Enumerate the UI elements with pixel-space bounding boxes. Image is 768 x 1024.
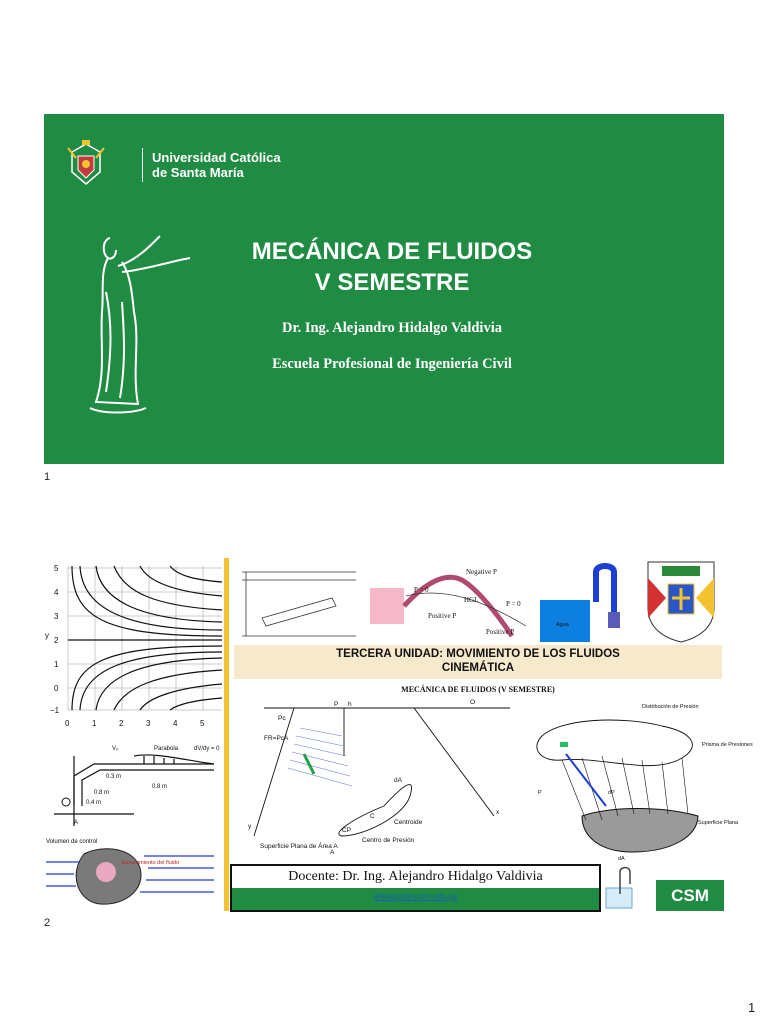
x-tick: 1 [92, 719, 97, 728]
prism-label: Superficie Plana [698, 820, 739, 826]
unit-title-line2: CINEMÁTICA [441, 662, 515, 674]
plate-label: Superficie Plana de Área A [260, 843, 338, 850]
school: Escuela Profesional de Ingeniería Civil [272, 356, 512, 372]
x-tick: 2 [119, 719, 124, 728]
prism-label: dA [618, 856, 625, 862]
docente-name: Docente: Dr. Ing. Alejandro Hidalgo Valdivia [232, 866, 599, 888]
unit-banner [234, 645, 722, 679]
streamline-plot [44, 558, 224, 734]
plate-label: Centroide [394, 819, 423, 826]
plate-label: Centro de Presión [362, 837, 415, 844]
pipe-label: dV/dy = 0 [194, 746, 220, 752]
university-name-line2: de Santa María [152, 165, 244, 180]
y-tick: 1 [54, 660, 59, 669]
slide-title [174, 236, 610, 298]
pressure-label: Negative P [466, 568, 497, 576]
water-tank-diagram [538, 562, 634, 642]
yellow-divider [224, 558, 229, 911]
title-line2: V SEMESTRE [314, 269, 470, 296]
pressure-label: Positive P [428, 612, 457, 620]
pipe-label: V₀ [112, 746, 119, 752]
pressure-label: HGL [464, 596, 479, 604]
docente-box [230, 864, 601, 912]
plate-label: h [348, 701, 352, 708]
x-tick: 0 [65, 719, 70, 728]
submerged-plate-diagram [234, 696, 516, 864]
plate-label: C [370, 813, 375, 820]
page-number-2: 2 [44, 917, 51, 929]
water-label: Agua [556, 622, 569, 628]
pressure-label: P = 0 [414, 586, 429, 594]
y-tick: 0 [54, 684, 59, 693]
coat-of-arms-icon [66, 138, 136, 190]
crest-icon [638, 558, 724, 644]
y-tick: 5 [54, 564, 59, 573]
pressure-prism-diagram [522, 696, 753, 864]
control-volume-diagram [44, 834, 224, 911]
y-tick: −1 [50, 706, 60, 715]
flow-label: Escurrimiento del fluido [122, 860, 180, 866]
plate-label: CP [342, 827, 352, 834]
title-slide [44, 114, 724, 464]
plate-label: A [330, 849, 335, 856]
csm-logo: CSM [656, 880, 724, 911]
pressure-label: P = 0 [506, 600, 521, 608]
university-name-line1: Universidad Católica [152, 150, 281, 165]
plate-label: Pc [278, 715, 286, 722]
pipe-label: 0.4 m [86, 800, 102, 806]
plate-label: FR=PcA [264, 735, 289, 742]
y-axis-label: y [45, 631, 49, 640]
pipe-label: Parabola [154, 746, 179, 752]
pipe-label: 0.8 m [94, 790, 110, 796]
pressure-label: Positive P [486, 628, 515, 636]
y-tick: 3 [54, 612, 59, 621]
plate-label: O [470, 699, 476, 706]
siphon-pressure-diagram [366, 562, 536, 642]
prism-label: P [538, 790, 542, 796]
title-line1: MECÁNICA DE FLUIDOS [251, 238, 533, 265]
pipe-label: A [74, 820, 79, 826]
pipe-energy-diagram [236, 562, 362, 642]
university-name [152, 150, 281, 180]
document-page-number: 1 [748, 1000, 756, 1015]
page-number-1: 1 [44, 471, 51, 483]
pipe-velocity-diagram [44, 736, 224, 834]
control-volume-label: Volumen de control [46, 839, 98, 845]
x-tick: 4 [173, 719, 178, 728]
x-tick: 3 [146, 719, 151, 728]
plate-label: dA [394, 777, 402, 784]
prism-label: Prisma de Presiones [702, 742, 753, 748]
plate-label: x [496, 809, 500, 816]
prism-label: dP [608, 790, 615, 796]
y-tick: 2 [54, 636, 59, 645]
course-subtitle: MECÁNICA DE FLUIDOS (V SEMESTRE) [401, 685, 555, 694]
x-tick: 5 [200, 719, 205, 728]
prism-label: Distribución de Presión [642, 704, 699, 710]
pipe-label: 0.3 m [106, 774, 122, 780]
collage-slide [44, 558, 753, 911]
pipe-label: 0.8 m [152, 784, 168, 790]
logo-divider [142, 148, 143, 182]
author: Dr. Ing. Alejandro Hidalgo Valdivia [282, 320, 502, 336]
y-tick: 4 [54, 588, 59, 597]
unit-title-line1: TERCERA UNIDAD: MOVIMIENTO DE LOS FLUIDOS [336, 648, 620, 660]
plate-label: P [334, 701, 339, 708]
ucsm-crest [638, 558, 724, 644]
manometer-diagram [600, 864, 654, 911]
docente-email-link[interactable]: ahidalgo@ucsm.edu.pe [373, 892, 458, 901]
university-logo [66, 138, 346, 190]
plate-label: y [248, 823, 252, 830]
